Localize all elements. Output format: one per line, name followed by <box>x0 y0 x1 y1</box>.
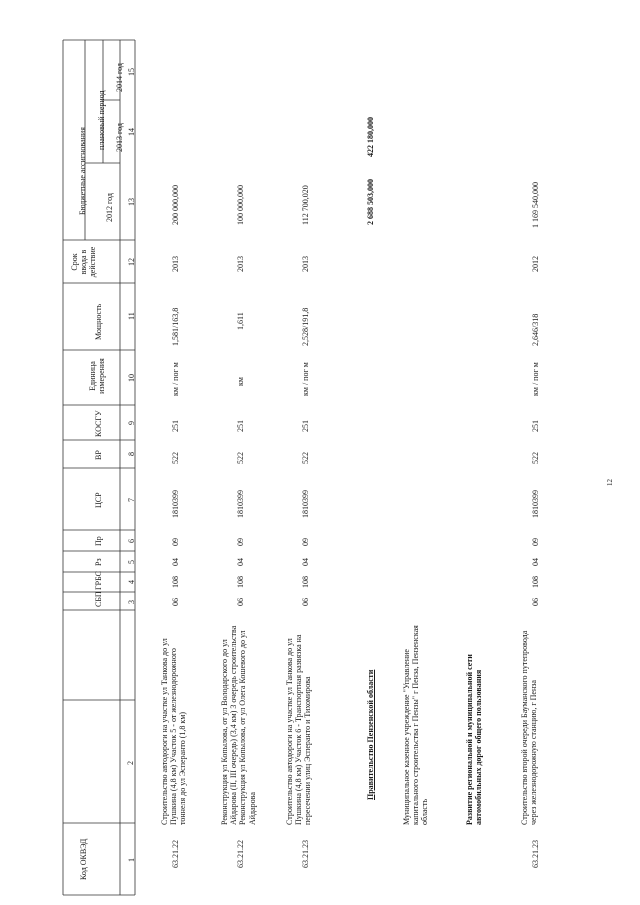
row1-term: 2013 <box>171 256 180 272</box>
row2-vr: 522 <box>236 452 245 464</box>
row1-vr: 522 <box>171 452 180 464</box>
row2-grbs: 108 <box>236 576 245 588</box>
colnum-10: 10 <box>127 374 136 382</box>
header-capacity: Мощность <box>94 303 103 340</box>
row2-sbp: 06 <box>236 598 245 606</box>
row1-capacity: 1,581/163,8 <box>171 307 180 346</box>
colnum-14: 14 <box>127 128 136 136</box>
row3-okved: 63.21.23 <box>301 840 310 868</box>
row4-csr: 1810399 <box>531 490 540 518</box>
header-2014: 2014 год <box>115 63 124 92</box>
row4-2012: 1 169 540,000 <box>531 182 540 228</box>
colnum-15: 15 <box>127 68 136 76</box>
header-col2: 2 <box>126 761 135 765</box>
row3-unit: км / пог м <box>301 362 310 396</box>
gov-2013: 422 180,000 <box>366 117 375 157</box>
colnum-1: 1 <box>127 858 136 862</box>
colnum-12: 12 <box>127 258 136 266</box>
row1-grbs: 108 <box>171 576 180 588</box>
header-pr: Пр <box>94 536 103 546</box>
row3-grbs: 108 <box>301 576 310 588</box>
header-csr: ЦСР <box>94 492 103 508</box>
row1-kosgu: 251 <box>171 420 180 432</box>
header-unit: Единица измерения <box>88 358 107 394</box>
row2-term: 2013 <box>236 256 245 272</box>
colnum-8: 8 <box>127 452 136 456</box>
row2-rz: 04 <box>236 558 245 566</box>
row4-term: 2012 <box>531 256 540 272</box>
row4-grbs: 108 <box>531 576 540 588</box>
gov-title: Правительство Пензенской области <box>366 669 375 800</box>
row3-pr: 09 <box>301 538 310 546</box>
row1-okved: 63.21.22 <box>171 840 180 868</box>
row4-vr: 522 <box>531 452 540 464</box>
header-kosgu: КОСГУ <box>94 410 103 437</box>
row1-name: Строительство автодороги на участке ул Танкова до ул Пушкина (4,8 км) Участок 5 - от железнодорожного тоннеля до ул Эсперанто (1,8 км) <box>160 638 188 825</box>
colnum-7: 7 <box>127 498 136 502</box>
header-2013: 2013 год <box>115 123 124 152</box>
row1-unit: км / пог м <box>171 362 180 396</box>
row4-name: Строительство второй очереди Бауманского путепровода через железнодорожную станцию, г Пенза <box>520 630 539 825</box>
colnum-13: 13 <box>127 198 136 206</box>
colnum-11: 11 <box>127 312 136 320</box>
colnum-3: 3 <box>127 600 136 604</box>
colnum-5: 5 <box>127 560 136 564</box>
row3-rz: 04 <box>301 558 310 566</box>
colnum-9: 9 <box>127 421 136 425</box>
row1-2012: 200 000,000 <box>171 185 180 225</box>
gov-2012: 2 688 503,000 <box>366 179 375 225</box>
row3-vr: 522 <box>301 452 310 464</box>
row2-okved: 63.21.22 <box>236 840 245 868</box>
row4-capacity: 2,646/318 <box>531 313 540 346</box>
row1-sbp: 06 <box>171 598 180 606</box>
row3-sbp: 06 <box>301 598 310 606</box>
row4-unit: км / пог м <box>531 362 540 396</box>
row2-capacity: 1,611 <box>236 312 245 330</box>
header-2012: 2012 год <box>105 193 114 222</box>
row1-pr: 09 <box>171 538 180 546</box>
header-grbs: ГРБС <box>94 571 103 590</box>
header-planned: плановый период <box>97 90 106 150</box>
row2-name: Реконструкция ул Копылова, от ул Володарского до ул Айдарова (II, III очередь) (3,4 км) 3 очередь строительства Реконструкция ул Копылова, от ул Олега Кошевого до ул Айдарова <box>220 625 257 825</box>
header-term: Срок ввода в действие <box>70 246 98 278</box>
row2-pr: 09 <box>236 538 245 546</box>
row1-rz: 04 <box>171 558 180 566</box>
program-text: Развитие региональной и муниципальной сети автомобильных дорог общего пользования <box>465 654 484 825</box>
colnum-4: 4 <box>127 580 136 584</box>
header-sbp: СБП <box>94 591 103 607</box>
row4-pr: 09 <box>531 538 540 546</box>
row4-sbp: 06 <box>531 598 540 606</box>
header-budget: Бюджетные ассигнования <box>78 127 87 215</box>
row3-name: Строительство автодороги на участке ул Танкова до ул Пушкина (4,8 км) Участок 6 - Транспортная развязка на пересечении улиц Эсперанто и Тихомирова <box>285 634 313 825</box>
row4-kosgu: 251 <box>531 420 540 432</box>
header-code-okved: Код ОКВЭД <box>79 838 88 880</box>
row2-kosgu: 251 <box>236 420 245 432</box>
row3-2012: 112 700,020 <box>301 185 310 225</box>
header-rz: Рз <box>94 558 103 566</box>
row2-csr: 1810399 <box>236 490 245 518</box>
row2-unit: км <box>236 377 245 386</box>
institution-text: Муниципальное казенное учреждение "Управление капитального строительства г Пензы" г Пенза, Пензенская область <box>402 625 430 825</box>
row3-capacity: 2,528/191,8 <box>301 307 310 346</box>
row3-term: 2013 <box>301 256 310 272</box>
row4-okved: 63.21.23 <box>531 840 540 868</box>
page-number: 12 <box>606 479 614 486</box>
row3-kosgu: 251 <box>301 420 310 432</box>
row1-csr: 1810399 <box>171 490 180 518</box>
row3-csr: 1810399 <box>301 490 310 518</box>
header-vr: ВР <box>94 450 103 460</box>
colnum-6: 6 <box>127 539 136 543</box>
row4-rz: 04 <box>531 558 540 566</box>
row2-2012: 100 000,000 <box>236 185 245 225</box>
